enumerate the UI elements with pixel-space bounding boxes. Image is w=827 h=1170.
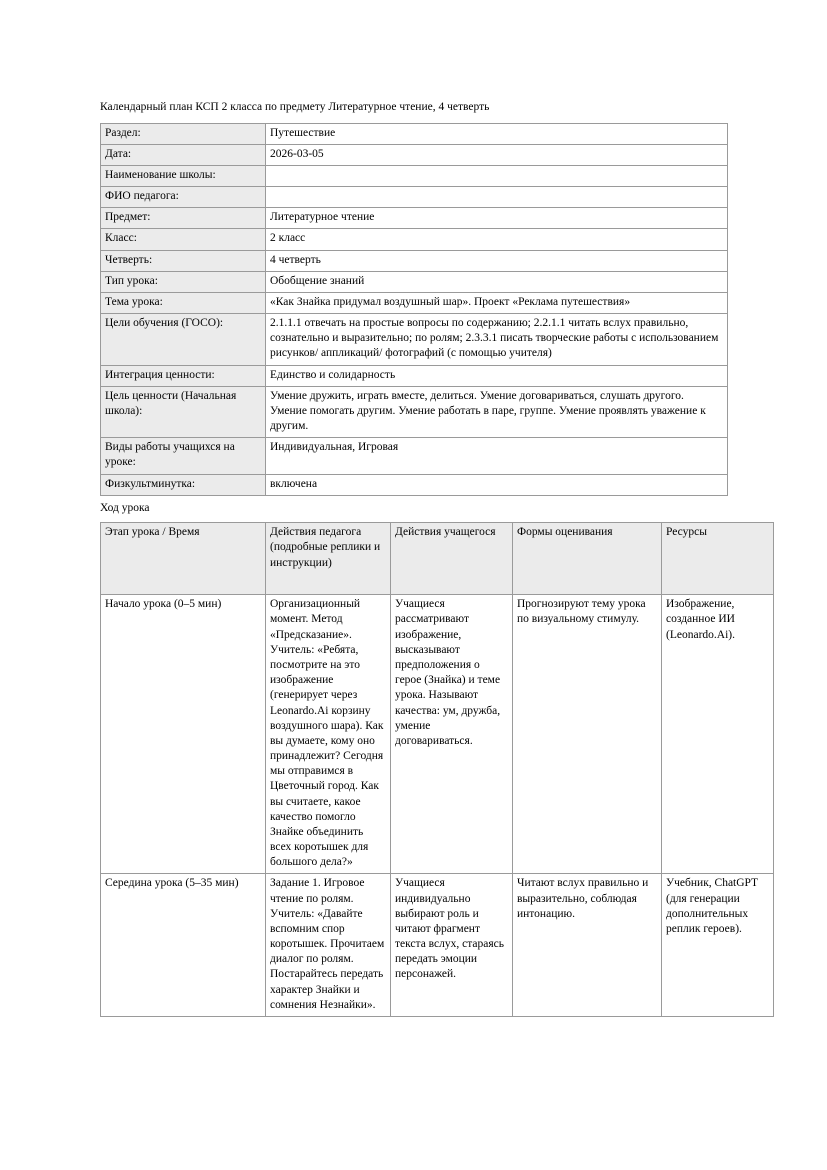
info-label: Цели обучения (ГОСО): xyxy=(101,314,266,366)
column-header-resources: Ресурсы xyxy=(662,523,774,595)
table-row xyxy=(101,208,728,229)
table-row xyxy=(101,386,728,438)
info-value: 2026-03-05 xyxy=(266,144,728,165)
info-label: Интеграция ценности: xyxy=(101,365,266,386)
cell-resources: Учебник, ChatGPT (для генерации дополнительных реплик героев). xyxy=(662,874,774,1017)
table-row xyxy=(101,365,728,386)
info-value: Путешествие xyxy=(266,123,728,144)
info-value: Обобщение знаний xyxy=(266,271,728,292)
table-row xyxy=(101,474,728,495)
cell-student: Учащиеся рассматривают изображение, высказывают предположения о герое (Знайка) и теме урока. Называют качества: ум, дружба, умение договариваться. xyxy=(391,595,513,874)
lesson-flow-table xyxy=(100,522,774,1017)
info-label: Физкультминутка: xyxy=(101,474,266,495)
table-row xyxy=(101,144,728,165)
info-value xyxy=(266,187,728,208)
table-row xyxy=(101,292,728,313)
column-header-stage: Этап урока / Время xyxy=(101,523,266,595)
info-label: Виды работы учащихся на уроке: xyxy=(101,438,266,474)
flow-heading: Ход урока xyxy=(100,501,150,514)
table-row xyxy=(101,250,728,271)
info-label: Тема урока: xyxy=(101,292,266,313)
info-label: Класс: xyxy=(101,229,266,250)
table-row xyxy=(101,438,728,474)
cell-teacher: Организационный момент. Метод «Предсказание». Учитель: «Ребята, посмотрите на это изображение (генерирует через Leonardo.Ai корзину воздушного шара). Как вы думаете, кому оно принадлежит? Сегодня мы отправимся в Цветочный город. Как вы считаете, какое качество помогло Знайке объединить всех коротышек для большого дела?» xyxy=(266,595,391,874)
lesson-info-table xyxy=(100,123,728,496)
info-label: Цель ценности (Начальная школа): xyxy=(101,386,266,438)
info-label: Предмет: xyxy=(101,208,266,229)
cell-stage: Начало урока (0–5 мин) xyxy=(101,595,266,874)
table-row xyxy=(101,874,774,1017)
info-value: Единство и солидарность xyxy=(266,365,728,386)
info-value: Умение дружить, играть вместе, делиться. Умение договариваться, слушать другого. Умение помогать другим. Умение работать в паре, группе. Умение проявлять уважение к другим. xyxy=(266,386,728,438)
table-row xyxy=(101,187,728,208)
info-value: 2 класс xyxy=(266,229,728,250)
table-row xyxy=(101,229,728,250)
cell-assessment: Прогнозируют тему урока по визуальному стимулу. xyxy=(513,595,662,874)
cell-assessment: Читают вслух правильно и выразительно, соблюдая интонацию. xyxy=(513,874,662,1017)
info-value: 4 четверть xyxy=(266,250,728,271)
info-value: 2.1.1.1 отвечать на простые вопросы по содержанию; 2.2.1.1 читать вслух правильно, сознательно и выразительно; по ролям; 2.3.3.1 писать творческие работы с использованием рисунков/ аппликаций/ фотографий (с помощью учителя) xyxy=(266,314,728,366)
cell-teacher: Задание 1. Игровое чтение по ролям. Учитель: «Давайте вспомним спор коротышек. Прочитаем диалог по ролям. Постарайтесь передать характер Знайки и сомнения Незнайки». xyxy=(266,874,391,1017)
column-header-assessment: Формы оценивания xyxy=(513,523,662,595)
cell-student: Учащиеся индивидуально выбирают роль и читают фрагмент текста вслух, стараясь передать эмоции персонажей. xyxy=(391,874,513,1017)
info-label: Дата: xyxy=(101,144,266,165)
info-label: Четверть: xyxy=(101,250,266,271)
info-value: Литературное чтение xyxy=(266,208,728,229)
info-value xyxy=(266,165,728,186)
table-row xyxy=(101,165,728,186)
info-value: «Как Знайка придумал воздушный шар». Проект «Реклама путешествия» xyxy=(266,292,728,313)
table-row xyxy=(101,271,728,292)
cell-resources: Изображение, созданное ИИ (Leonardo.Ai). xyxy=(662,595,774,874)
info-label: Раздел: xyxy=(101,123,266,144)
table-row xyxy=(101,314,728,366)
info-label: Тип урока: xyxy=(101,271,266,292)
table-header-row xyxy=(101,523,774,595)
info-value: включена xyxy=(266,474,728,495)
table-row xyxy=(101,123,728,144)
cell-stage: Середина урока (5–35 мин) xyxy=(101,874,266,1017)
document-content xyxy=(100,100,758,1017)
column-header-teacher: Действия педагога (подробные реплики и инструкции) xyxy=(266,523,391,595)
table-row xyxy=(101,595,774,874)
info-value: Индивидуальная, Игровая xyxy=(266,438,728,474)
column-header-student: Действия учащегося xyxy=(391,523,513,595)
page-title: Календарный план КСП 2 класса по предмету Литературное чтение, 4 четверть xyxy=(100,101,490,113)
info-label: ФИО педагога: xyxy=(101,187,266,208)
info-label: Наименование школы: xyxy=(101,165,266,186)
